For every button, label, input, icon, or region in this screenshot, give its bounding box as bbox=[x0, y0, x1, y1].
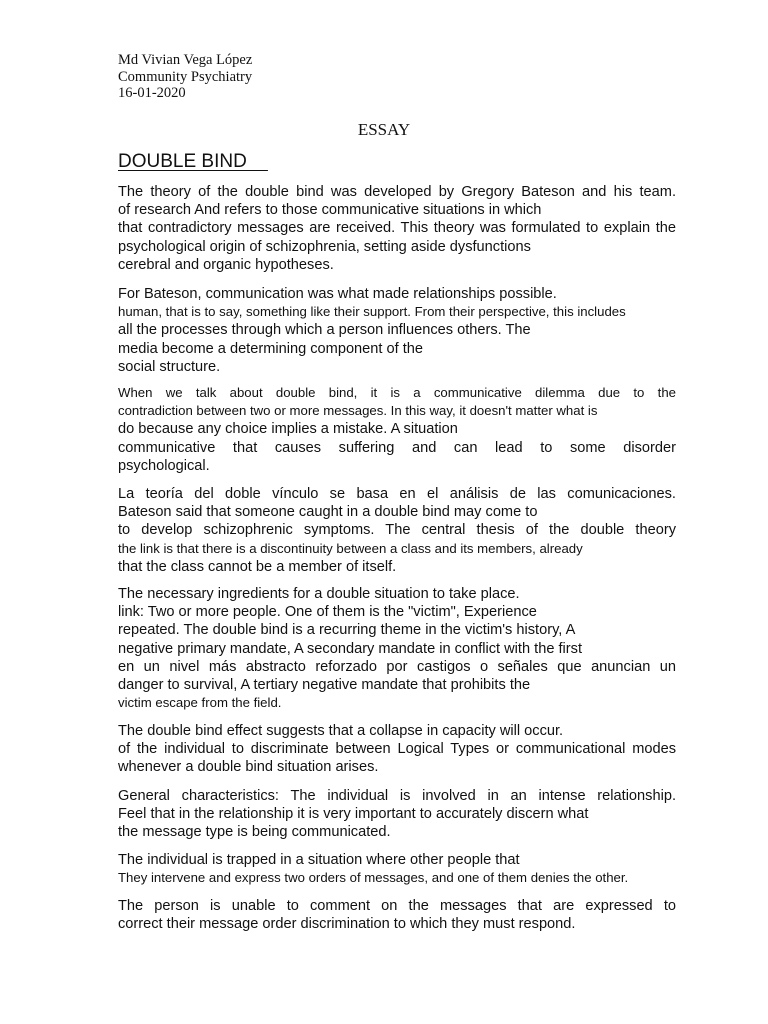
paragraph-line: all the processes through which a person influences others. The bbox=[118, 322, 531, 339]
course-name: Community Psychiatry bbox=[118, 68, 253, 85]
paragraph-line: social structure. bbox=[118, 358, 221, 375]
paragraph-line: Bateson said that someone caught in a double bind may come to bbox=[118, 504, 538, 521]
paragraph-line: The double bind effect suggests that a collapse in capacity will occur. bbox=[118, 723, 564, 739]
paragraph-9 bbox=[118, 897, 676, 933]
paragraph-8 bbox=[118, 851, 676, 887]
paragraph-line: The theory of the double bind was developed by Gregory Bateson and his team. bbox=[118, 184, 676, 200]
paragraph-line: The individual is trapped in a situation where other people that bbox=[118, 852, 520, 868]
paragraph-line: La teoría del doble vínculo se basa en el análisis de las comunicaciones. bbox=[118, 486, 676, 502]
paragraph-line: When we talk about double bind, it is a communicative dilemma due to the bbox=[118, 385, 676, 400]
document-header bbox=[118, 52, 252, 102]
document-type-heading: ESSAY bbox=[357, 120, 411, 139]
paragraph-line: that the class cannot be a member of itself. bbox=[118, 558, 397, 575]
paragraph-line: For Bateson, communication was what made relationships possible. bbox=[118, 286, 557, 302]
paragraph-line: danger to survival, A tertiary negative mandate that prohibits the bbox=[118, 677, 531, 694]
paragraph-2 bbox=[118, 285, 676, 376]
paragraph-line: psychological. bbox=[118, 457, 210, 474]
paragraph-line: General characteristics: The individual is involved in an intense relationship. bbox=[118, 788, 676, 804]
paragraph-line: whenever a double bind situation arises. bbox=[118, 759, 379, 776]
paragraph-line: psychological origin of schizophrenia, setting aside dysfunctions bbox=[118, 238, 531, 255]
paragraph-line: do because any choice implies a mistake. A situation bbox=[118, 421, 458, 438]
paragraph-line: repeated. The double bind is a recurring theme in the victim's history, A bbox=[118, 622, 576, 639]
paragraph-1 bbox=[118, 183, 676, 274]
paragraph-line: contradiction between two or more messages. In this way, it doesn't matter what is bbox=[118, 403, 598, 419]
paragraph-line: media become a determining component of the bbox=[118, 340, 424, 357]
paragraph-line: to develop schizophrenic symptoms. The central thesis of the double theory bbox=[118, 522, 676, 539]
paragraph-line: en un nivel más abstracto reforzado por castigos o señales que anuncian un bbox=[118, 658, 676, 675]
paragraph-line: human, that is to say, something like their support. From their perspective, this includes bbox=[118, 304, 626, 320]
author-name: Md Vivian Vega López bbox=[118, 52, 253, 68]
paragraph-line: They intervene and express two orders of messages, and one of them denies the other. bbox=[118, 870, 629, 886]
paragraph-5 bbox=[118, 585, 676, 712]
paragraph-line: The necessary ingredients for a double situation to take place. bbox=[118, 586, 520, 602]
paragraph-line: the link is that there is a discontinuity between a class and its members, already bbox=[118, 540, 583, 556]
paragraph-line: link: Two or more people. One of them is the "victim", Experience bbox=[118, 604, 537, 621]
paragraph-6 bbox=[118, 722, 676, 777]
paragraph-line: that contradictory messages are received. This theory was formulated to explain the bbox=[118, 220, 676, 237]
paragraph-line: of research And refers to those communicative situations in which bbox=[118, 202, 542, 219]
paragraph-7 bbox=[118, 787, 676, 842]
paragraph-line: The person is unable to comment on the messages that are expressed to bbox=[118, 898, 676, 914]
paragraph-line: correct their message order discrimination to which they must respond. bbox=[118, 916, 576, 933]
paragraph-line: victim escape from the field. bbox=[118, 695, 282, 711]
paragraph-3 bbox=[118, 384, 676, 475]
paragraph-line: negative primary mandate, A secondary mandate in conflict with the first bbox=[118, 640, 582, 657]
paragraph-line: communicative that causes suffering and can lead to some disorder bbox=[118, 439, 676, 456]
essay-title: DOUBLE BIND bbox=[118, 151, 268, 172]
paragraph-line: Feel that in the relationship it is very important to accurately discern what bbox=[118, 806, 589, 823]
document-date: 16-01-2020 bbox=[118, 85, 186, 101]
paragraph-line: the message type is being communicated. bbox=[118, 824, 391, 841]
paragraph-line: cerebral and organic hypotheses. bbox=[118, 256, 334, 273]
paragraph-line: of the individual to discriminate between Logical Types or communicational modes bbox=[118, 741, 676, 758]
paragraph-4 bbox=[118, 485, 676, 576]
